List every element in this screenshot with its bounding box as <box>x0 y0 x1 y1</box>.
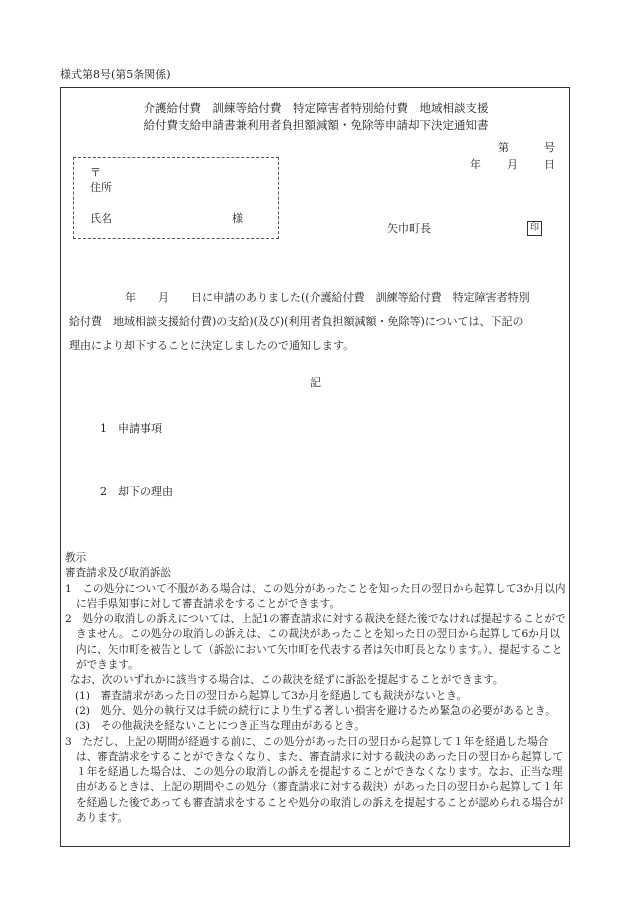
instruction-heading: 教示 <box>65 552 87 564</box>
instruction-paragraph-2: 2 処分の取消しの訴えについては、上記1の審査請求に対する裁決を経た後でなければ提起することができません。この処分の取消しの訴えは、この裁決があったことを知った日の翌日から起算して6か月以内に、矢巾町を被告として（訴訟において矢巾町を代表する者は矢巾町長となります。）、提起することができます。 <box>65 613 566 672</box>
doc-number-suffix: 号 <box>544 141 555 154</box>
instruction-subitem-1: (1) 審査請求があった日の翌日から起算して3か月を経過しても裁決がないとき。 <box>75 689 467 702</box>
document-title-line2: 給付費支給申請書兼利用者負担額減額・免除等申請却下決定通知書 <box>143 118 489 132</box>
notice-body <box>69 286 565 358</box>
instruction-subitem-2: (2) 処分、処分の執行又は手続の続行により生ずる著しい損害を避けるため緊急の必要があるとき。 <box>75 704 556 717</box>
issuer-name: 矢巾町長 <box>387 222 431 235</box>
item-rejection-reason: 2 却下の理由 <box>100 485 173 498</box>
seal-mark: 印 <box>527 221 542 236</box>
item-application-matters: 1 申請事項 <box>100 422 162 435</box>
recipient-address-box <box>73 157 279 239</box>
date-year: 年 <box>470 158 481 171</box>
body-line3: 理由により却下することに決定しましたので通知します。 <box>69 339 355 352</box>
instruction-paragraph-3: 3 ただし、上記の期間が経過する前に、この処分があった日の翌日から起算して１年を経過した場合は、審査請求をすることができなくなり、また、審査請求に対する裁決のあった日の翌日から起算して１年を経過した場合は、この処分の取消しの訴えを提起することができなくなります。なお、正当な理由があるときは、上記の期間やこの処分（審査請求に対する裁決）があった日の翌日から起算して１年を経過した後であっても審査請求をすることや処分の取消しの訴えを提起することが認められる場合があります。 <box>65 735 564 825</box>
instruction-subheading: 審査請求及び取消訴訟 <box>65 567 171 580</box>
date-month: 月 <box>507 158 518 171</box>
instruction-paragraph-1: 1 この処分について不服がある場合は、この処分があったことを知った日の翌日から起算して3か月以内に岩手県知事に対して審査請求をすることができます。 <box>65 582 566 610</box>
instruction-paragraph-note: なお、次のいずれかに該当する場合は、この裁決を経ずに訴訟を提起することができます。 <box>70 674 504 687</box>
date-day: 日 <box>544 158 555 171</box>
postal-mark: 〒 <box>90 166 101 179</box>
body-line1: 年 月 日に申請のありました((介護給付費 訓練等給付費 特定障害者特別 <box>125 291 530 304</box>
form-number: 様式第8号(第5条関係) <box>60 68 171 81</box>
notice-frame <box>60 87 570 847</box>
body-line2: 給付費 地域相談支援給付費)の支給)(及び)(利用者負担額減額・免除等)については、下記の <box>69 315 524 328</box>
legal-instruction <box>65 551 567 826</box>
document-title-line1: 介護給付費 訓練等給付費 特定障害者特別給付費 地域相談支援 <box>143 101 489 115</box>
name-label: 氏名 <box>90 212 112 225</box>
honorific: 様 <box>232 212 243 225</box>
instruction-subitem-3: (3) その他裁決を経ないことにつき正当な理由があるとき。 <box>75 720 365 733</box>
doc-number-prefix: 第 <box>498 141 509 154</box>
address-label: 住所 <box>90 181 112 194</box>
ki-mark: 記 <box>310 376 321 389</box>
